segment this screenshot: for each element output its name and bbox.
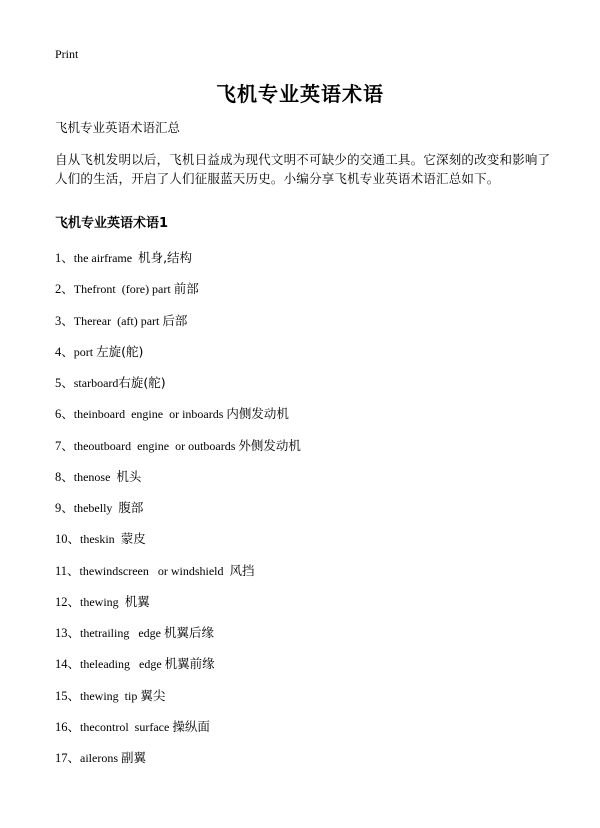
term-chinese: 内侧发动机 [226, 406, 289, 422]
term-chinese: 后部 [162, 312, 188, 328]
term-item [55, 344, 301, 375]
term-item [55, 688, 301, 719]
term-item [55, 500, 301, 531]
term-english: Therear (aft) part [73, 313, 163, 328]
term-chinese: 机翼前缘 [164, 656, 215, 672]
term-item [55, 625, 301, 656]
term-item [55, 563, 301, 594]
term-number: 10、 [55, 532, 81, 547]
term-english: thetrailing edge [80, 626, 164, 640]
term-number: 6、 [55, 407, 74, 422]
term-chinese: 蒙皮 [120, 531, 146, 547]
term-item [55, 406, 301, 437]
term-number: 14、 [55, 657, 81, 672]
term-number: 4、 [55, 344, 74, 359]
term-number: 15、 [55, 688, 81, 703]
term-item [55, 438, 301, 469]
term-english: thebelly [73, 501, 119, 515]
term-english: thenose [73, 469, 117, 484]
term-item [55, 531, 301, 562]
term-english: thewing [80, 594, 125, 609]
term-number: 8、 [55, 469, 74, 484]
term-number: 17、 [55, 751, 81, 765]
term-chinese: 外侧发动机 [238, 437, 301, 453]
term-english: ailerons [80, 751, 122, 765]
page-subtitle: 飞机专业英语术语汇总 [55, 120, 181, 135]
term-chinese: 左旋(舵) [96, 343, 144, 359]
term-number: 5、 [55, 376, 74, 390]
term-chinese: 副翼 [121, 750, 147, 765]
section-heading: 飞机专业英语术语1 [55, 216, 169, 231]
term-chinese: 翼尖 [140, 687, 166, 703]
term-chinese: 机头 [116, 468, 142, 484]
term-item [55, 313, 301, 344]
term-item [55, 250, 301, 281]
term-english: thewing tip [80, 688, 141, 703]
term-english: thecontrol surface [80, 719, 173, 734]
term-chinese: 操纵面 [172, 718, 210, 734]
term-number: 11、 [55, 563, 80, 578]
term-english: port [73, 344, 97, 359]
term-item [55, 594, 301, 625]
page-title: 飞机专业英语术语 [216, 82, 384, 106]
term-number: 12、 [55, 594, 81, 609]
term-number: 7、 [55, 438, 74, 453]
term-list [55, 250, 301, 781]
term-item [55, 719, 301, 750]
term-number: 13、 [55, 626, 81, 640]
term-english: Thefront (fore) part [73, 282, 174, 297]
term-number: 2、 [55, 282, 74, 297]
term-item [55, 469, 301, 500]
term-number: 1、 [55, 251, 74, 265]
intro-paragraph: 自从飞机发明以后，飞机日益成为现代文明不可缺少的交通工具。它深刻的改变和影响了人们的生活，开启了人们征服蓝天历史。小编分享飞机专业英语术语汇总如下。 [55, 152, 551, 186]
term-chinese: 前部 [173, 281, 199, 297]
term-english: theskin [80, 532, 121, 547]
term-chinese: 右旋(舵) [118, 375, 166, 390]
term-english: theinboard engine or inboards [73, 407, 227, 422]
term-chinese: 风挡 [229, 562, 255, 578]
term-number: 9、 [55, 501, 74, 515]
term-english: theoutboard engine or outboards [73, 438, 239, 453]
term-item [55, 375, 301, 406]
print-label: Print [55, 47, 79, 61]
term-number: 3、 [55, 313, 74, 328]
term-chinese: 机翼后缘 [164, 625, 215, 640]
term-english: theleading edge [80, 657, 165, 672]
term-number: 16、 [55, 719, 81, 734]
term-chinese: 机翼 [124, 593, 150, 609]
term-item [55, 281, 301, 312]
term-english: the airframe [73, 251, 139, 265]
term-chinese: 腹部 [118, 500, 144, 515]
term-english: starboard [73, 376, 119, 390]
term-english: thewindscreen or windshield [79, 563, 230, 578]
term-chinese: 机身,结构 [138, 250, 193, 265]
term-item [55, 656, 301, 687]
term-item [55, 750, 301, 781]
